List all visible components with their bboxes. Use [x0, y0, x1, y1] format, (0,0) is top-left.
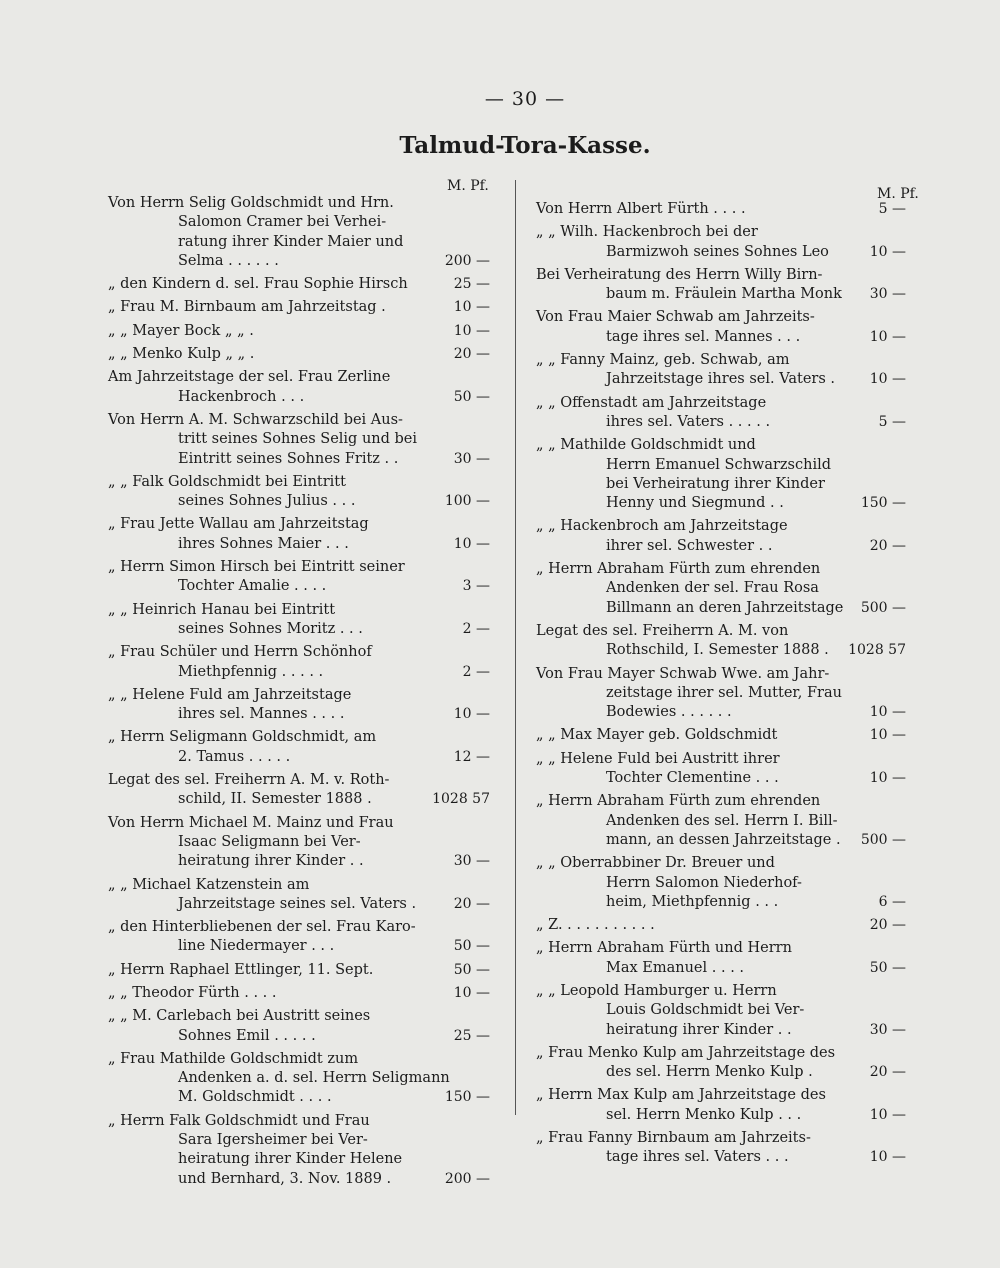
entry-text-line: ihres Sohnes Maier . . . — [178, 535, 349, 552]
entry-text-line: Tochter Clementine . . . — [606, 770, 779, 787]
entry-text-line: ratung ihrer Kinder Maier und — [178, 233, 404, 250]
entry-text-line: tritt seines Sohnes Selig und bei — [178, 431, 418, 448]
donation-entry — [108, 558, 490, 597]
entry-text-line: Bodewies . . . . . . — [606, 704, 732, 721]
donation-entry — [108, 601, 490, 640]
entry-text-line: Andenken a. d. sel. Herrn Seligmann — [178, 1070, 450, 1087]
entry-amount: 25 — — [453, 276, 490, 293]
donation-entry — [108, 918, 490, 957]
entry-text-line: Henny und Siegmund . . — [606, 495, 784, 512]
donation-entry — [108, 298, 490, 317]
entry-text-line: Herrn Salomon Niederhof- — [606, 874, 802, 891]
entry-amount: 12 — — [453, 748, 490, 765]
entry-amount: 50 — — [453, 961, 490, 978]
entry-text-line: „ Herrn Raphael Ettlinger, 11. Sept. — [108, 961, 374, 978]
entry-text-line: Andenken der sel. Frau Rosa — [606, 580, 819, 597]
entry-text-line: „ Frau Mathilde Goldschmidt zum — [108, 1050, 359, 1067]
entry-text-line: heiratung ihrer Kinder . . — [606, 1021, 792, 1038]
entry-text-line: Rothschild, I. Semester 1888 . — [606, 642, 829, 659]
donation-entry — [108, 1112, 490, 1189]
entry-text-line: „ „ Helene Fuld am Jahrzeitstage — [108, 686, 352, 703]
entry-amount: 30 — — [453, 450, 490, 467]
entry-text-line: „ „ Wilh. Hackenbroch bei der — [536, 224, 758, 241]
entry-text-line: „ Frau M. Birnbaum am Jahrzeitstag . — [108, 299, 386, 316]
entry-amount: 10 — — [453, 984, 490, 1001]
entry-text-line: Von Herrn A. M. Schwarzschild bei Aus- — [108, 411, 403, 428]
entry-amount: 500 — — [860, 599, 906, 616]
entry-text-line: Hackenbroch . . . — [178, 388, 305, 405]
entry-amount: 10 — — [869, 371, 906, 388]
entry-text-line: „ den Kindern d. sel. Frau Sophie Hirsch — [108, 276, 408, 293]
donation-entry — [108, 275, 490, 294]
entry-text-line: „ „ Max Mayer geb. Goldschmidt — [536, 727, 778, 744]
donation-entry — [536, 982, 906, 1040]
entry-text-line: schild, II. Semester 1888 . — [178, 791, 372, 808]
entry-text-line: „ „ Menko Kulp „ „ . — [108, 346, 255, 363]
entry-text-line: Sara Igersheimer bei Ver- — [178, 1132, 368, 1149]
entry-amount: 10 — — [869, 328, 906, 345]
entry-amount: 6 — — [878, 893, 906, 910]
entry-amount: 20 — — [869, 537, 906, 554]
donation-entry — [536, 622, 906, 661]
entry-text-line: heiratung ihrer Kinder . . — [178, 853, 364, 870]
entry-amount: 1028 57 — [432, 791, 490, 808]
entry-amount: 500 — — [860, 831, 906, 848]
entry-amount: 20 — — [869, 1064, 906, 1081]
entry-text-line: „ Herrn Simon Hirsch bei Eintritt seiner — [108, 559, 405, 576]
entry-amount: 10 — — [453, 535, 490, 552]
entry-amount: 25 — — [453, 1027, 490, 1044]
entry-amount: 50 — — [453, 388, 490, 405]
donation-entry — [536, 1129, 906, 1168]
donation-entry — [108, 1050, 490, 1108]
entry-text-line: „ Frau Menko Kulp am Jahrzeitstage des — [536, 1044, 836, 1061]
donation-entry — [536, 939, 906, 978]
entry-text-line: „ Frau Schüler und Herrn Schönhof — [108, 644, 372, 661]
donation-entry — [108, 473, 490, 512]
entry-text-line: tage ihres sel. Mannes . . . — [606, 328, 801, 345]
entry-amount: 50 — — [453, 938, 490, 955]
entry-text-line: „ Herrn Abraham Fürth zum ehrenden — [536, 561, 821, 578]
entry-amount: 50 — — [869, 959, 906, 976]
entry-text-line: Selma . . . . . . — [178, 252, 279, 269]
entry-text-line: Am Jahrzeitstage der sel. Frau Zerline — [108, 369, 391, 386]
entry-text-line: Andenken des sel. Herrn I. Bill- — [606, 812, 838, 829]
entry-text-line: tage ihres sel. Vaters . . . — [606, 1149, 789, 1166]
entry-amount: 200 — — [444, 252, 490, 269]
donation-entry — [536, 200, 906, 219]
donation-entry — [108, 876, 490, 915]
entry-text-line: „ Frau Jette Wallau am Jahrzeitstag — [108, 516, 369, 533]
entry-text-line: „ Frau Fanny Birnbaum am Jahrzeits- — [536, 1130, 811, 1147]
entry-amount: 100 — — [444, 493, 490, 510]
donation-entry — [108, 814, 490, 872]
entry-amount: 3 — — [462, 578, 490, 595]
right-column-currency-header: M. Pf. — [877, 186, 919, 202]
donation-entry — [108, 961, 490, 980]
donation-entry — [108, 728, 490, 767]
donation-entry — [536, 436, 906, 513]
entry-text-line: Barmizwoh seines Sohnes Leo — [606, 243, 829, 260]
entry-text-line: M. Goldschmidt . . . . — [178, 1089, 332, 1106]
entry-text-line: baum m. Fräulein Martha Monk — [606, 286, 842, 303]
entry-amount: 2 — — [462, 663, 490, 680]
entry-text-line: „ „ Helene Fuld bei Austritt ihrer — [536, 750, 780, 767]
donation-entry — [536, 854, 906, 912]
entry-amount: 10 — — [869, 770, 906, 787]
entry-text-line: des sel. Herrn Menko Kulp . — [606, 1064, 813, 1081]
donation-entry — [108, 411, 490, 469]
entry-amount: 2 — — [462, 620, 490, 637]
donation-entry — [536, 665, 906, 723]
entry-text-line: „ Herrn Abraham Fürth und Herrn — [536, 940, 792, 957]
donation-entry — [536, 308, 906, 347]
entry-amount: 10 — — [869, 704, 906, 721]
entry-text-line: Louis Goldschmidt bei Ver- — [606, 1002, 805, 1019]
entry-amount: 200 — — [444, 1170, 490, 1187]
donation-entry — [536, 560, 906, 618]
left-column-currency-header: M. Pf. — [447, 178, 489, 194]
donation-entry — [536, 266, 906, 305]
entry-text-line: Max Emanuel . . . . — [606, 959, 745, 976]
entry-text-line: „ Herrn Max Kulp am Jahrzeitstage des — [536, 1087, 826, 1104]
entry-text-line: „ „ Oberrabbiner Dr. Breuer und — [536, 855, 775, 872]
entry-text-line: „ „ Hackenbroch am Jahrzeitstage — [536, 518, 788, 535]
entry-amount: 30 — — [869, 1021, 906, 1038]
donation-entry — [108, 771, 490, 810]
entry-text-line: ihres sel. Vaters . . . . . — [606, 413, 771, 430]
donation-entry — [536, 394, 906, 433]
entry-text-line: Salomon Cramer bei Verhei- — [178, 214, 387, 231]
entry-text-line: „ „ Mayer Bock „ „ . — [108, 322, 254, 339]
entry-text-line: „ „ Michael Katzenstein am — [108, 876, 310, 893]
entry-text-line: Von Herrn Michael M. Mainz und Frau — [108, 814, 394, 831]
entry-text-line: Billmann an deren Jahrzeitstage — [606, 599, 844, 616]
entry-amount: 10 — — [453, 706, 490, 723]
entry-amount: 10 — — [869, 1149, 906, 1166]
donation-entry — [108, 984, 490, 1003]
entry-text-line: und Bernhard, 3. Nov. 1889 . — [178, 1170, 392, 1187]
column-divider — [515, 180, 516, 1115]
entry-amount: 150 — — [444, 1089, 490, 1106]
entry-text-line: seines Sohnes Moritz . . . — [178, 620, 363, 637]
entry-text-line: line Niedermayer . . . — [178, 938, 335, 955]
donation-entry — [536, 517, 906, 556]
donation-entry — [108, 515, 490, 554]
entry-amount: 5 — — [878, 413, 906, 430]
entry-text-line: Legat des sel. Freiherrn A. M. von — [536, 622, 789, 639]
entry-text-line: heim, Miethpfennig . . . — [606, 893, 779, 910]
entry-text-line: Miethpfennig . . . . . — [178, 663, 324, 680]
donation-entry — [108, 194, 490, 271]
entry-text-line: mann, an dessen Jahrzeitstage . — [606, 831, 841, 848]
donation-entry — [536, 223, 906, 262]
donation-entry — [536, 1086, 906, 1125]
entry-text-line: „ Z. . . . . . . . . . . — [536, 917, 655, 934]
left-donation-list — [108, 194, 490, 1193]
donation-entry — [108, 322, 490, 341]
donation-entry — [108, 686, 490, 725]
entry-text-line: „ Herrn Falk Goldschmidt und Frau — [108, 1112, 370, 1129]
entry-text-line: Von Frau Maier Schwab am Jahrzeits- — [536, 309, 815, 326]
entry-text-line: sel. Herrn Menko Kulp . . . — [606, 1106, 802, 1123]
entry-text-line: Bei Verheiratung des Herrn Willy Birn- — [536, 266, 823, 283]
entry-text-line: Von Herrn Selig Goldschmidt und Hrn. — [108, 195, 394, 211]
entry-text-line: Sohnes Emil . . . . . — [178, 1027, 316, 1044]
entry-text-line: „ „ Heinrich Hanau bei Eintritt — [108, 601, 336, 618]
donation-entry — [108, 643, 490, 682]
donation-entry — [108, 345, 490, 364]
entry-text-line: zeitstage ihrer sel. Mutter, Frau — [606, 684, 842, 701]
donation-entry — [108, 1007, 490, 1046]
entry-amount: 30 — — [869, 286, 906, 303]
entry-text-line: Jahrzeitstage ihres sel. Vaters . — [606, 371, 835, 388]
entry-text-line: „ „ Falk Goldschmidt bei Eintritt — [108, 473, 346, 490]
donation-entry — [108, 368, 490, 407]
entry-amount: 30 — — [453, 853, 490, 870]
entry-text-line: „ Herrn Seligmann Goldschmidt, am — [108, 729, 377, 746]
entry-text-line: seines Sohnes Julius . . . — [178, 493, 356, 510]
donation-entry — [536, 916, 906, 935]
entry-amount: 10 — — [869, 243, 906, 260]
entry-text-line: „ „ Leopold Hamburger u. Herrn — [536, 982, 777, 999]
entry-text-line: Von Frau Mayer Schwab Wwe. am Jahr- — [536, 665, 830, 682]
entry-amount: 10 — — [453, 322, 490, 339]
entry-text-line: „ „ Mathilde Goldschmidt und — [536, 437, 756, 454]
entry-text-line: Herrn Emanuel Schwarzschild — [606, 456, 831, 473]
entry-amount: 20 — — [453, 346, 490, 363]
entry-amount: 10 — — [869, 727, 906, 744]
entry-text-line: Legat des sel. Freiherrn A. M. v. Roth- — [108, 772, 390, 789]
entry-text-line: Von Herrn Albert Fürth . . . . — [536, 201, 746, 217]
entry-text-line: „ „ Offenstadt am Jahrzeitstage — [536, 394, 767, 411]
page-title: Talmud-Tora-Kasse. — [399, 132, 651, 159]
page-number: — 30 — — [484, 88, 566, 110]
entry-text-line: 2. Tamus . . . . . — [178, 748, 291, 765]
donation-entry — [536, 351, 906, 390]
donation-entry — [536, 750, 906, 789]
entry-text-line: Jahrzeitstage seines sel. Vaters . — [178, 895, 417, 912]
entry-text-line: Eintritt seines Sohnes Fritz . . — [178, 450, 399, 467]
entry-text-line: Isaac Seligmann bei Ver- — [178, 833, 361, 850]
entry-text-line: „ „ Fanny Mainz, geb. Schwab, am — [536, 352, 790, 369]
entry-text-line: „ „ Theodor Fürth . . . . — [108, 984, 277, 1001]
entry-amount: 5 — — [878, 201, 906, 217]
entry-text-line: bei Verheiratung ihrer Kinder — [606, 475, 825, 492]
entry-text-line: „ Herrn Abraham Fürth zum ehrenden — [536, 793, 821, 810]
entry-amount: 20 — — [453, 895, 490, 912]
entry-amount: 20 — — [869, 917, 906, 934]
right-donation-list — [536, 200, 906, 1172]
entry-text-line: „ den Hinterbliebenen der sel. Frau Karo- — [108, 919, 416, 936]
donation-entry — [536, 726, 906, 745]
entry-amount: 10 — — [869, 1106, 906, 1123]
entry-amount: 150 — — [860, 495, 906, 512]
entry-text-line: heiratung ihrer Kinder Helene — [178, 1151, 403, 1168]
entry-amount: 10 — — [453, 299, 490, 316]
entry-amount: 1028 57 — [848, 642, 906, 659]
entry-text-line: Tochter Amalie . . . . — [178, 578, 327, 595]
donation-entry — [536, 792, 906, 850]
entry-text-line: ihrer sel. Schwester . . — [606, 537, 773, 554]
entry-text-line: ihres sel. Mannes . . . . — [178, 706, 345, 723]
entry-text-line: „ „ M. Carlebach bei Austritt seines — [108, 1008, 371, 1025]
donation-entry — [536, 1044, 906, 1083]
